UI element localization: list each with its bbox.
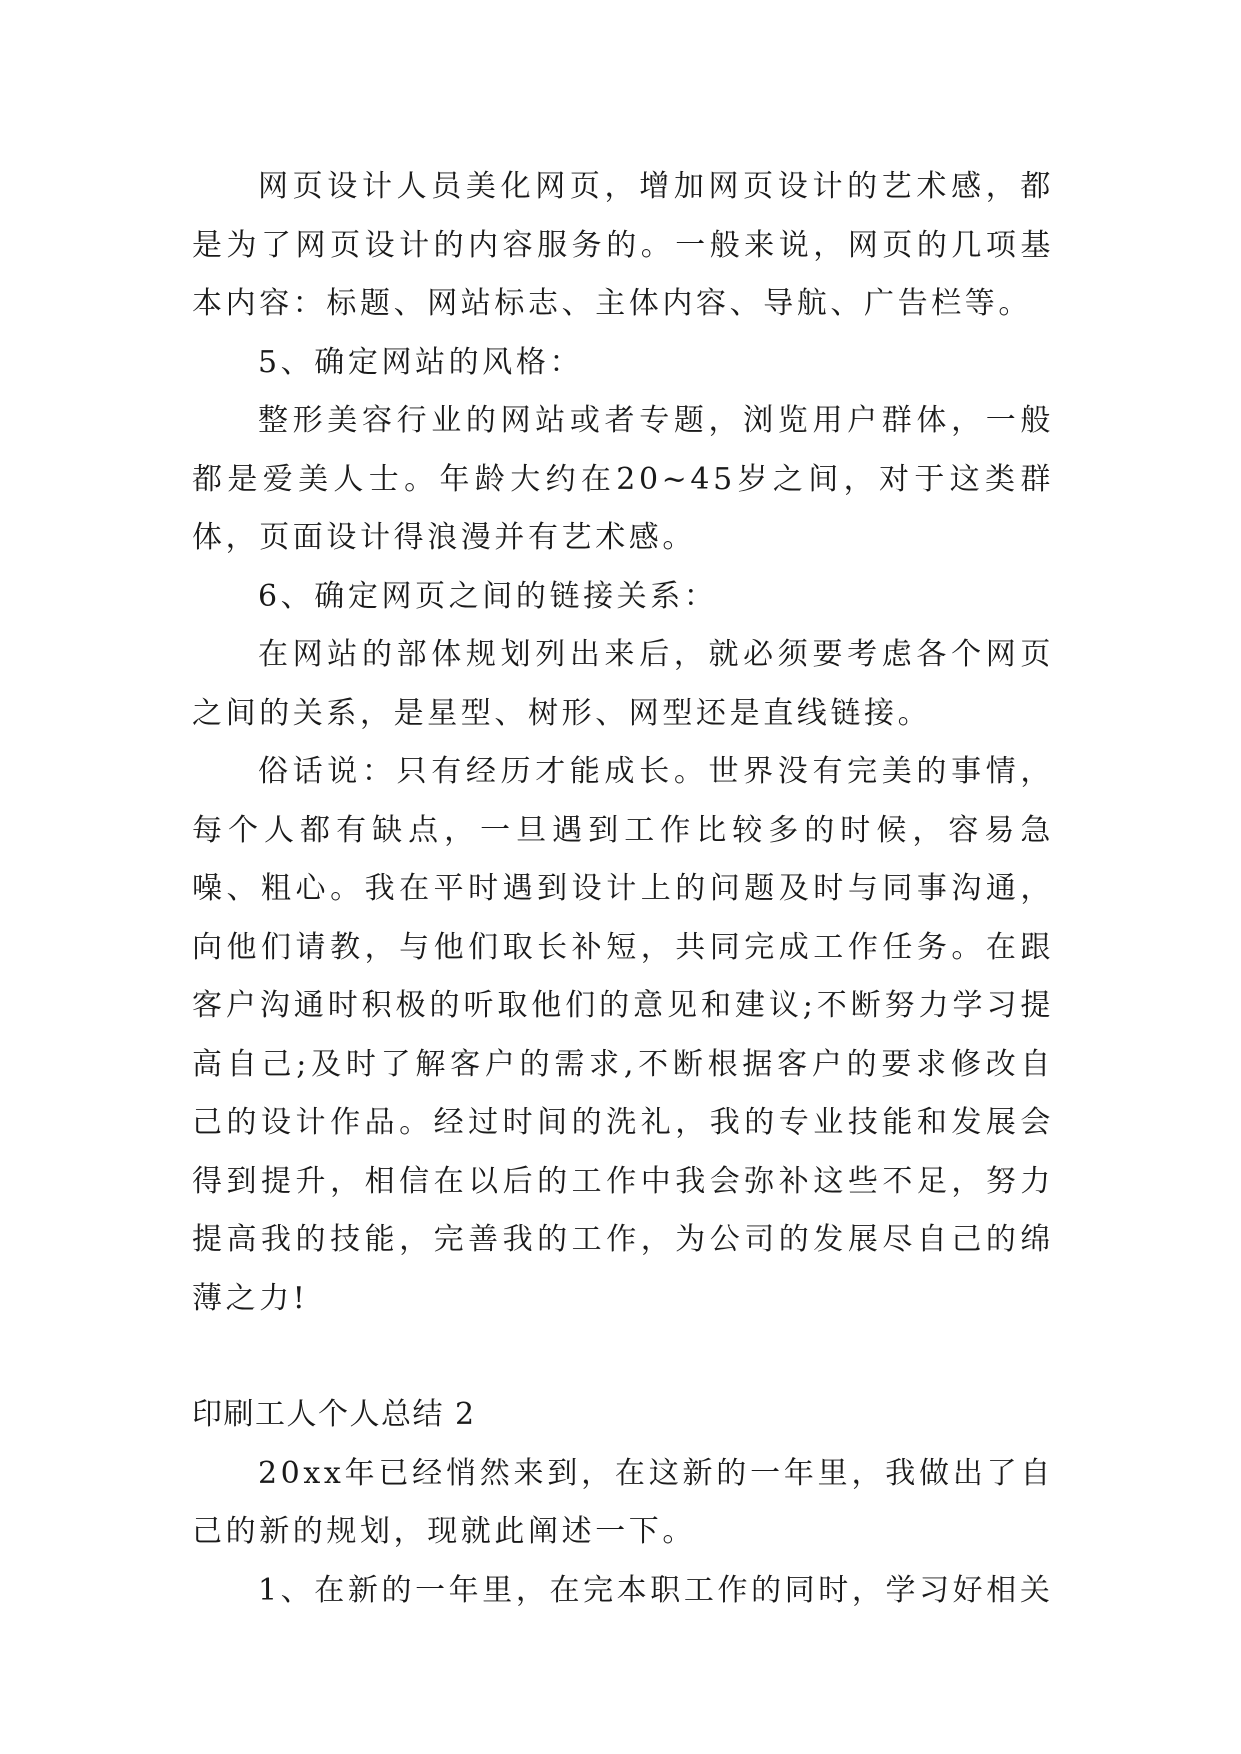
paragraph-self-reflection: 俗话说：只有经历才能成长。世界没有完美的事情，每个人都有缺点，一旦遇到工作比较多的时候，容易急噪、粗心。我在平时遇到设计上的问题及时与同事沟通，向他们请教，与他们取长补短，共同完成工作任务。在跟客户沟通时积极的听取他们的意见和建议;不断努力学习提高自己;及时了解客户的需求,不断根据客户的要求修改自己的设计作品。经过时间的洗礼，我的专业技能和发展会得到提升，相信在以后的工作中我会弥补这些不足，努力提高我的技能，完善我的工作，为公司的发展尽自己的绵薄之力! <box>192 754 1054 1316</box>
paragraph-webpage-content: 网页设计人员美化网页，增加网页设计的艺术感，都是为了网页设计的内容服务的。一般来说，网页的几项基本内容：标题、网站标志、主体内容、导航、广告栏等。 <box>192 169 1054 321</box>
item-6-page-links: 6、确定网页之间的链接关系： <box>258 578 718 614</box>
paragraph-page-links: 在网站的部体规划列出来后，就必须要考虑各个网页之间的关系，是星型、树形、网型还是直线链接。 <box>192 637 1054 731</box>
paragraph-new-year-plan: 20xx年已经悄然来到，在这新的一年里，我做出了自己的新的规划，现就此阐述一下。 <box>192 1455 1054 1549</box>
document-page <box>192 158 1054 1620</box>
item-5-website-style: 5、确定网站的风格： <box>258 344 584 380</box>
section-title: 印刷工人个人总结 2 <box>192 1397 476 1432</box>
item-1-study-plan: 1、在新的一年里，在完本职工作的同时，学习好相关 <box>258 1572 1054 1608</box>
paragraph-website-style: 整形美容行业的网站或者专题，浏览用户群体，一般都是爱美人士。年龄大约在20~45岁之间，对于这类群体，页面设计得浪漫并有艺术感。 <box>192 403 1054 555</box>
